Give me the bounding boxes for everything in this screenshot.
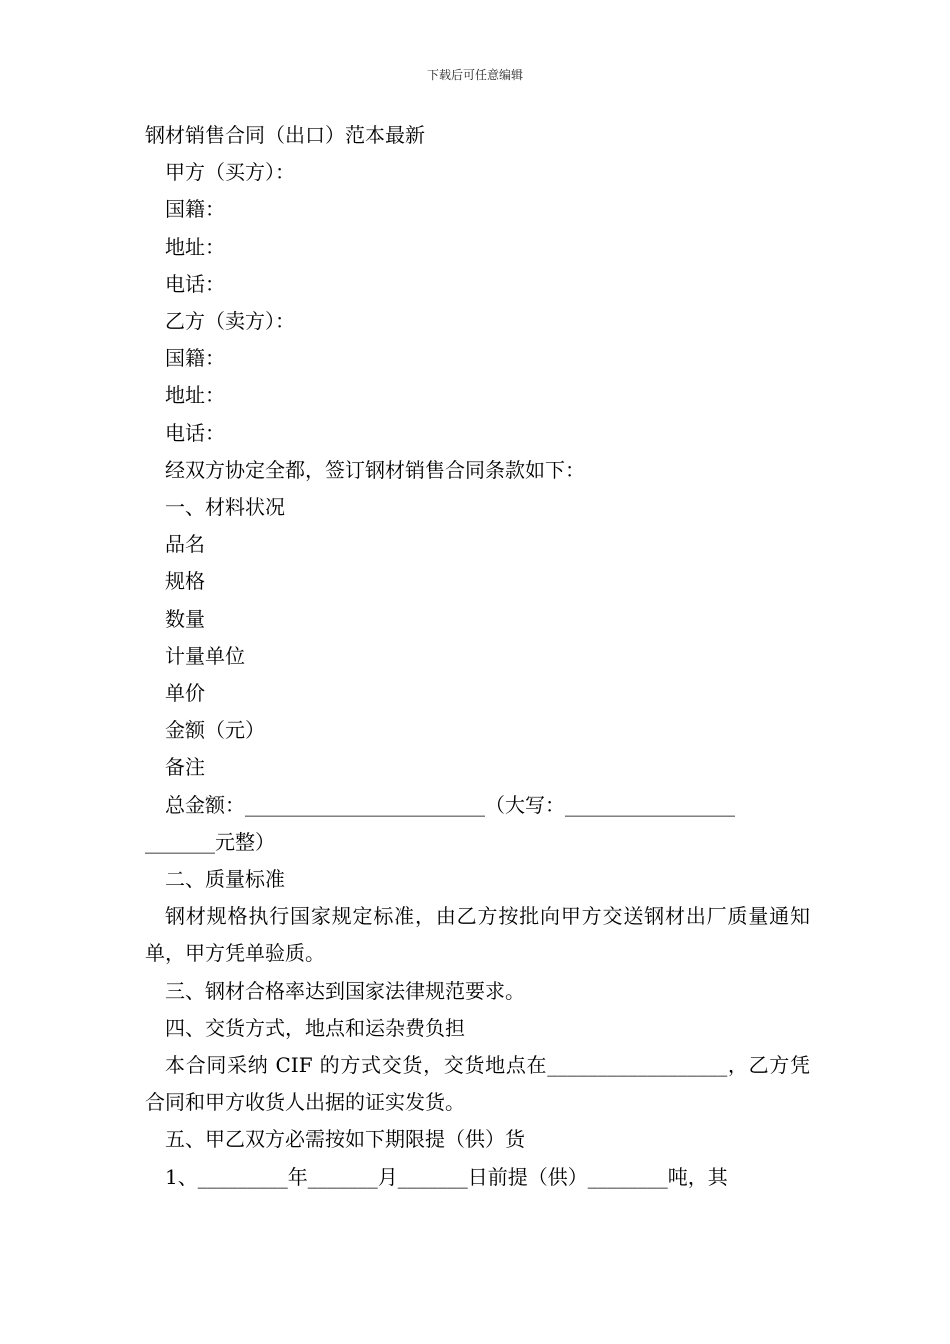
material-item: 备注 <box>165 755 205 780</box>
section-4-text: 本合同采纳 CIF 的方式交货，交货地点在__________________，乙方凭合同和甲方收货人出据的证实发货。 <box>145 1053 810 1115</box>
section-3-heading: 三、钢材合格率达到国家法律规范要求。 <box>165 978 525 1003</box>
total-amount-line: 总金额：________________________（大写：_________________ <box>165 792 735 817</box>
section-5-heading: 五、甲乙双方必需按如下期限提（供）货 <box>165 1127 525 1152</box>
material-item: 金额（元） <box>165 718 265 743</box>
section-2-heading: 二、质量标准 <box>165 867 285 892</box>
material-item: 品名 <box>165 532 205 557</box>
section-1-heading: 一、材料状况 <box>165 495 285 520</box>
party-a-phone: 电话： <box>165 271 225 296</box>
material-item: 数量 <box>165 606 205 631</box>
section-2-text: 钢材规格执行国家规定标准，由乙方按批向甲方交送钢材出厂质量通知单，甲方凭单验质。 <box>145 904 810 966</box>
party-a-label: 甲方（买方）： <box>165 160 295 185</box>
party-b-address: 地址： <box>165 383 225 408</box>
document-title: 钢材销售合同（出口）范本最新 <box>145 123 425 147</box>
party-b-label: 乙方（卖方）： <box>165 309 295 334</box>
material-item: 规格 <box>165 569 205 594</box>
page-header-note: 下载后可任意编辑 <box>426 68 523 82</box>
section-4-heading: 四、交货方式，地点和运杂费负担 <box>165 1015 465 1040</box>
party-a-nationality: 国籍： <box>165 197 225 222</box>
party-b-nationality: 国籍： <box>165 346 225 371</box>
material-item: 计量单位 <box>165 643 245 668</box>
section-5-item-1: 1、_________年_______月_______日前提（供）________吨，其 <box>165 1164 728 1189</box>
total-amount-line-continued: _______元整） <box>145 829 275 854</box>
party-b-phone: 电话： <box>165 420 225 445</box>
party-a-address: 地址： <box>165 234 225 259</box>
document-body <box>145 117 810 1196</box>
material-item: 单价 <box>165 681 205 706</box>
contract-intro: 经双方协定全都，签订钢材销售合同条款如下： <box>165 457 585 482</box>
